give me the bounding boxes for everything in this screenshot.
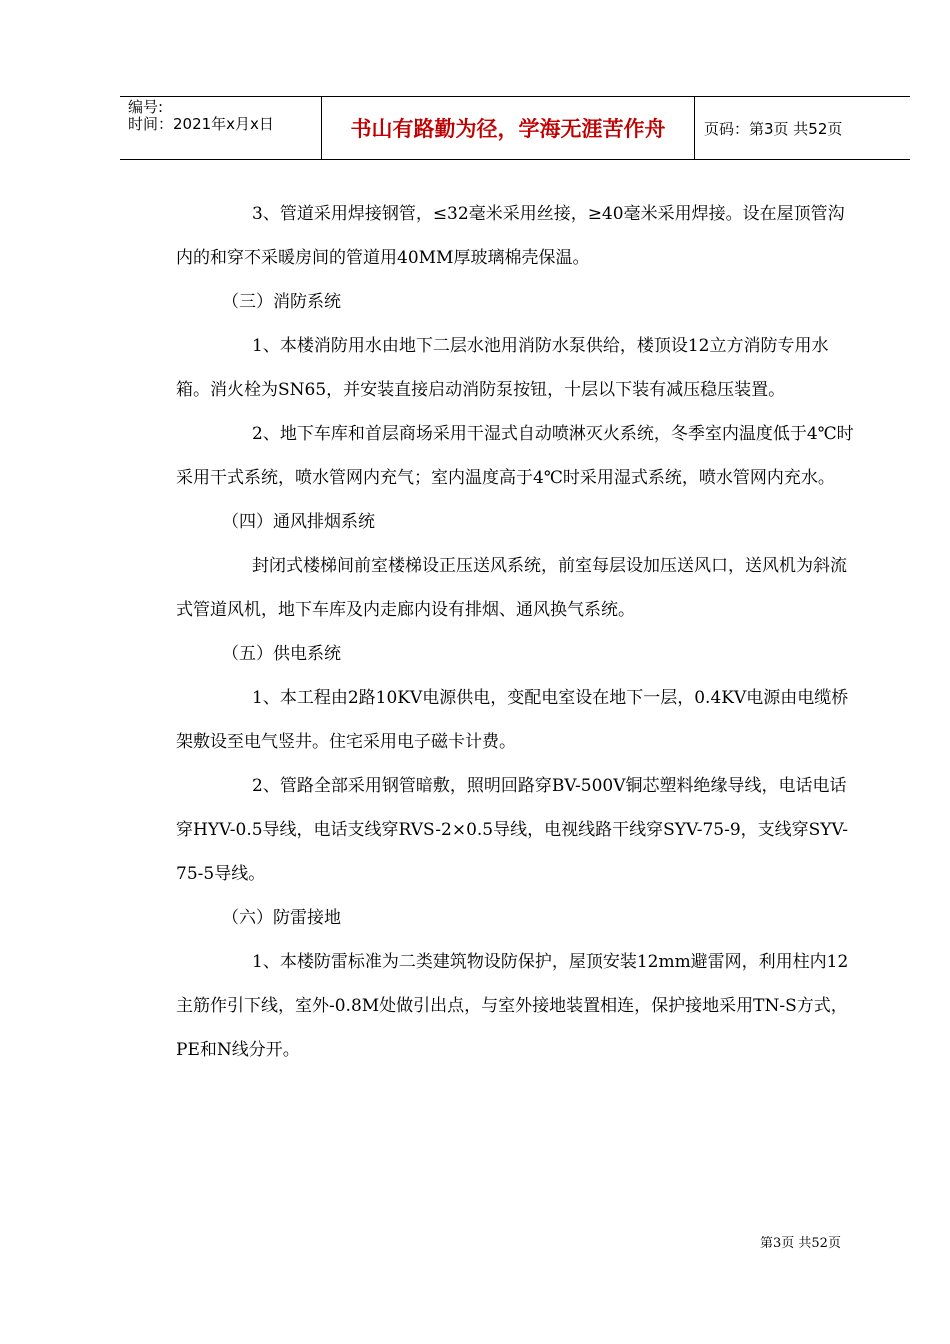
paragraph-pipe-welding: 3、管道采用焊接钢管，≤32毫米采用丝接，≥40毫米采用焊接。设在屋顶管沟内的和穿不采暖房间的管道用40MM厚玻璃棉壳保温。 [176,204,845,268]
paragraph-ventilation: 封闭式楼梯间前室楼梯设正压送风系统，前室每层设加压送风口，送风机为斜流式管道风机，地下车库及内走廊内设有排烟、通风换气系统。 [176,556,847,620]
heading-lightning: （六）防雷接地 [222,908,341,928]
page-header [120,96,910,160]
paragraph-wiring: 2、管路全部采用钢管暗敷，照明回路穿BV-500V铜芯塑料绝缘导线，电话电话穿HYV-0.5导线，电话支线穿RVS-2×0.5导线，电视线路干线穿SYV-75-9，支线穿SYV-75-5导线。 [176,776,848,884]
heading-ventilation: （四）通风排烟系统 [222,512,375,532]
paragraph-lightning: 1、本楼防雷标准为二类建筑物设防保护，屋顶安装12mm避雷网，利用柱内12主筋作引下线，室外-0.8M处做引出点，与室外接地装置相连，保护接地采用TN-S方式，PE和N线分开。 [176,952,849,1060]
number-label: 编号: [128,98,164,116]
time-label: 时间：2021年x月x日 [128,115,274,133]
header-page-info: 页码：第3页 共52页 [704,119,843,138]
header-motto: 书山有路勤为径，学海无涯苦作舟 [322,97,695,159]
document-body [176,192,856,1072]
paragraph-sprinkler: 2、地下车库和首层商场采用干湿式自动喷淋灭火系统，冬季室内温度低于4℃时采用干式系统，喷水管网内充气；室内温度高于4℃时采用湿式系统，喷水管网内充水。 [176,424,854,488]
header-meta [120,97,322,159]
page-footer: 第3页 共52页 [760,1236,841,1251]
heading-fire-system: （三）消防系统 [222,292,341,312]
paragraph-power-source: 1、本工程由2路10KV电源供电，变配电室设在地下一层，0.4KV电源由电缆桥架敷设至电气竖井。住宅采用电子磁卡计费。 [176,688,849,752]
paragraph-fire-water: 1、本楼消防用水由地下二层水池用消防水泵供给，楼顶设12立方消防专用水箱。消火栓为SN65，并安装直接启动消防泵按钮，十层以下装有减压稳压装置。 [176,336,829,400]
heading-power-supply: （五）供电系统 [222,644,341,664]
